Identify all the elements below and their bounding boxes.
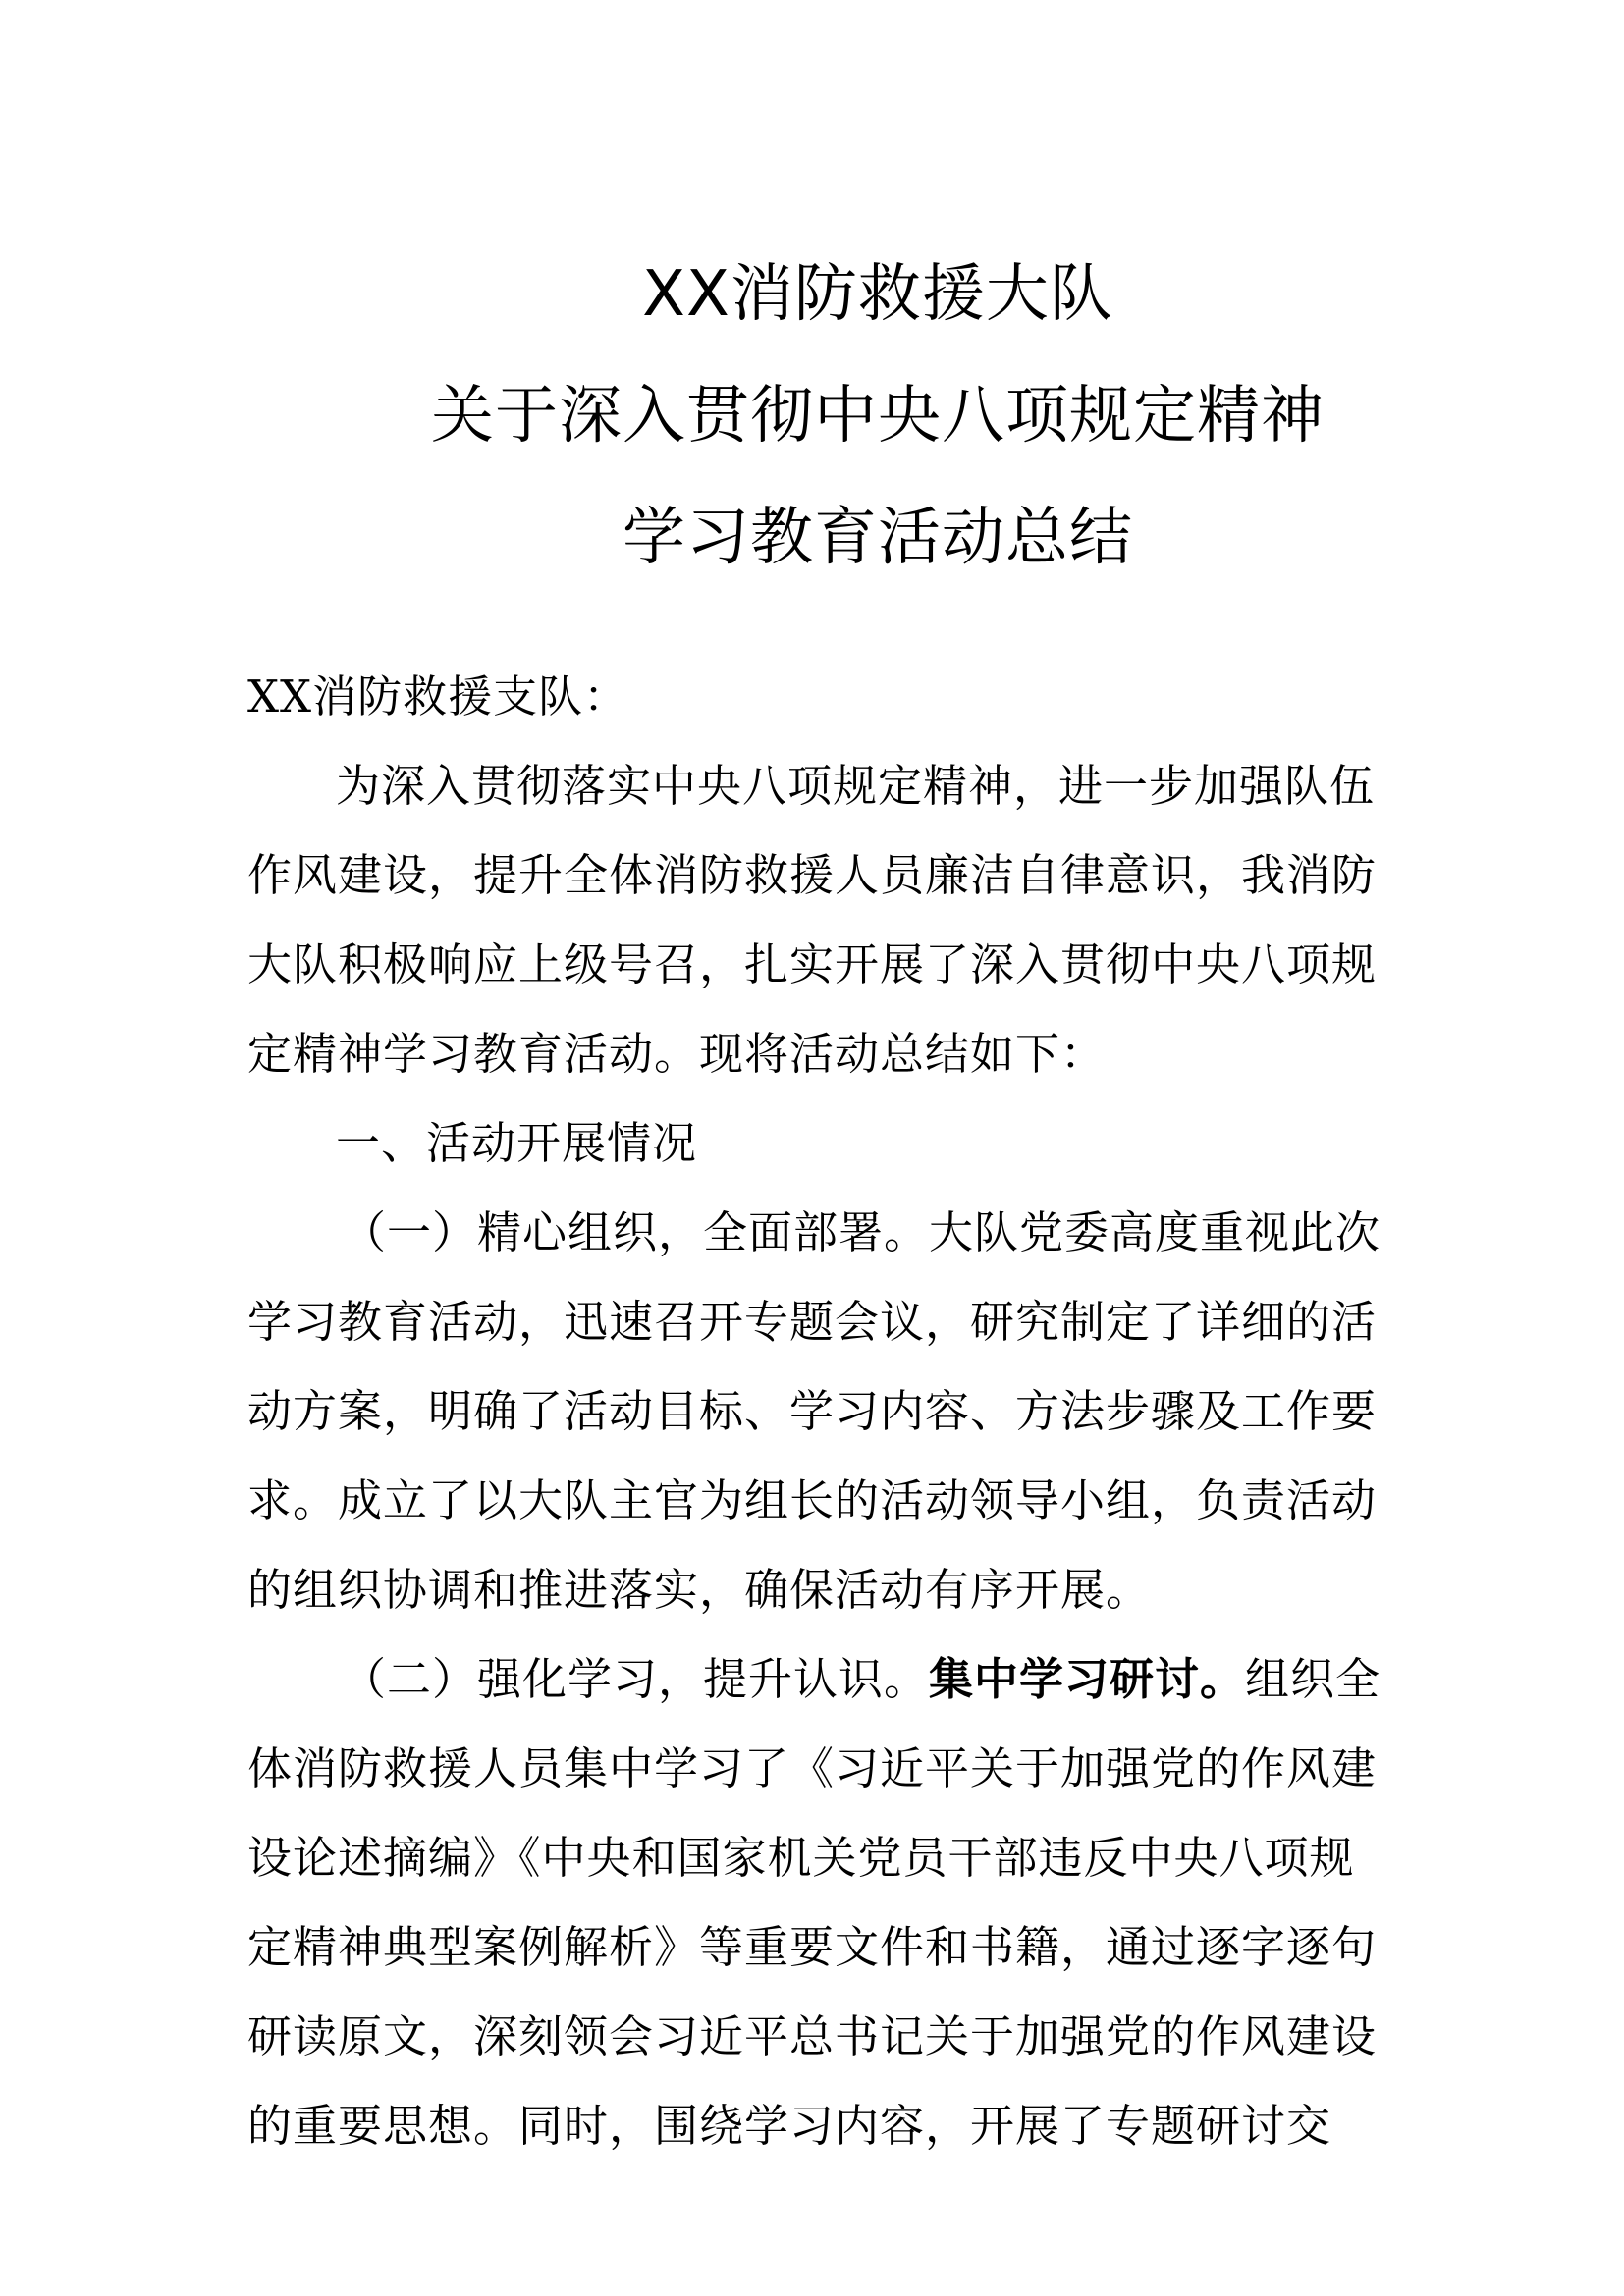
item1-line: 动方案，明确了活动目标、学习内容、方法步骤及工作要 <box>247 1385 1378 1437</box>
intro-line: 作风建设，提升全体消防救援人员廉洁自律意识，我消防 <box>247 849 1378 901</box>
item1-line: （一）精心组织，全面部署。大队党委高度重视此次 <box>342 1206 1381 1258</box>
item2-bold-subheading: 集中学习研讨。 <box>929 1653 1246 1705</box>
item2-suffix: 组织全 <box>1245 1653 1381 1705</box>
document-title <box>0 234 1624 599</box>
item2-line: 定精神典型案例解析》等重要文件和书籍，通过逐字逐句 <box>247 1921 1378 1973</box>
item1-line: 求。成立了以大队主官为组长的活动领导小组，负责活动 <box>247 1474 1378 1526</box>
item2-first-line <box>247 1634 1386 1724</box>
salutation <box>247 652 1386 741</box>
intro-line: 为深入贯彻落实中央八项规定精神，进一步加强队伍 <box>336 760 1376 812</box>
item2-prefix: （二）强化学习，提升认识。 <box>342 1653 930 1705</box>
title-line-2: 关于深入贯彻中央八项规定精神 <box>431 380 1325 453</box>
item2-line: 的重要思想。同时，围绕学习内容，开展了专题研讨交 <box>247 2100 1332 2152</box>
item2-line: 体消防救援人员集中学习了《习近平关于加强党的作风建 <box>247 1742 1378 1794</box>
salutation-text: 消防救援支队： <box>312 670 629 722</box>
title-line-3: 学习教育活动总结 <box>623 502 1133 574</box>
item2-line: 研读原文，深刻领会习近平总书记关于加强党的作风建设 <box>247 2010 1378 2062</box>
intro-line: 定精神学习教育活动。现将活动总结如下： <box>247 1028 1107 1080</box>
item1-line: 学习教育活动，迅速召开专题会议，研究制定了详细的活 <box>247 1296 1378 1348</box>
item2-line: 设论述摘编》《中央和国家机关党员干部违反中央八项规 <box>247 1832 1355 1884</box>
salutation-latin: XX <box>247 670 313 722</box>
title-line-1: XX消防救援大队 <box>642 258 1113 331</box>
item1-line: 的组织协调和推进落实，确保活动有序开展。 <box>247 1564 1152 1616</box>
document-body <box>247 652 1386 2170</box>
intro-line: 大队积极响应上级号召，扎实开展了深入贯彻中央八项规 <box>247 938 1378 990</box>
section-heading: 一、活动开展情况 <box>336 1117 698 1169</box>
